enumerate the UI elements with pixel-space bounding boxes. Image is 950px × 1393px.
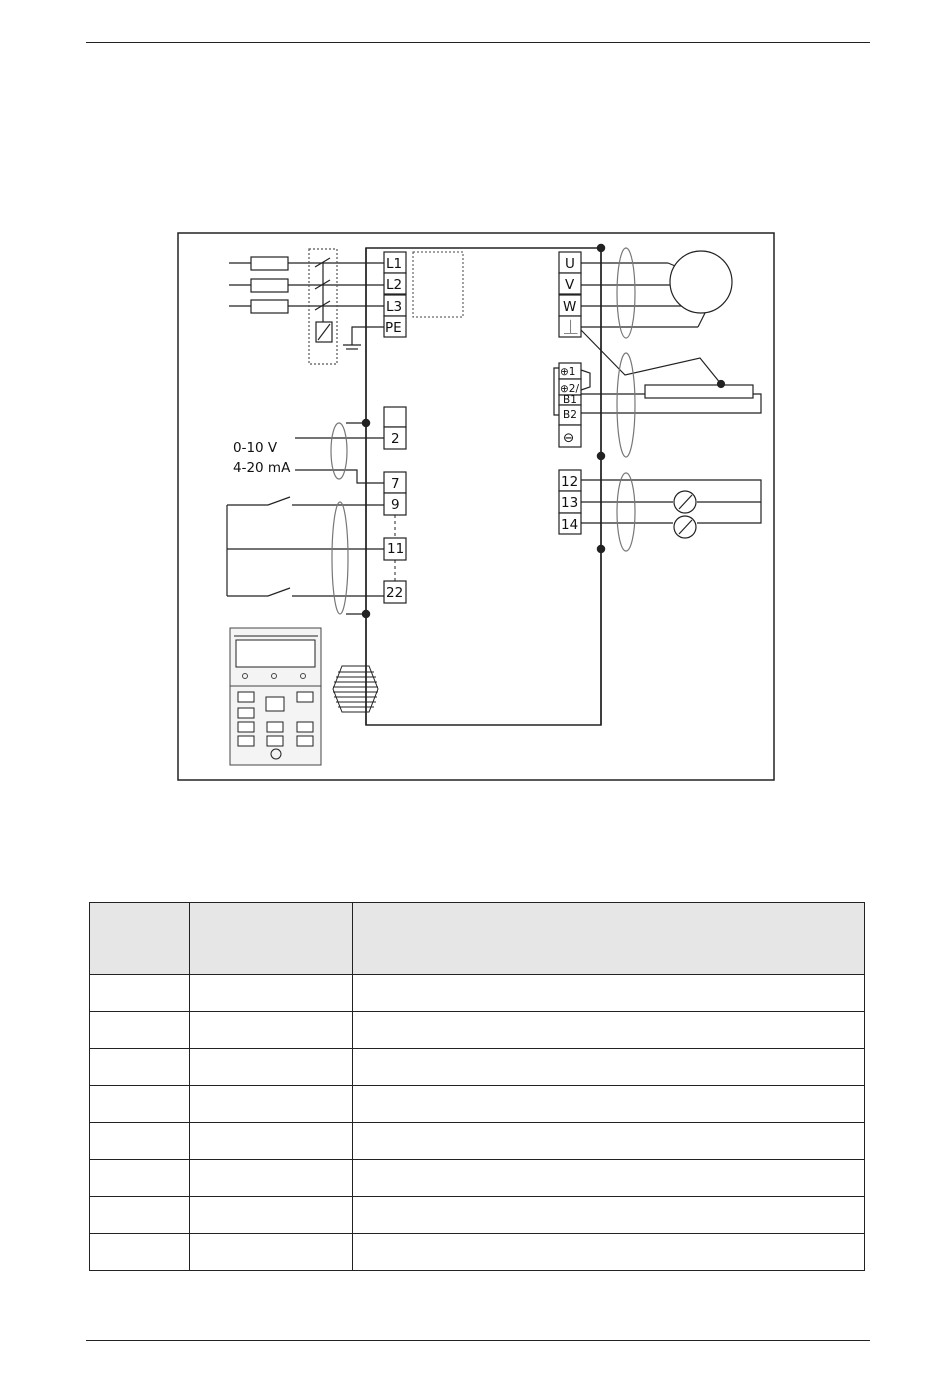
terminal-9: 9 xyxy=(391,497,400,513)
table-cell xyxy=(90,1086,190,1123)
table-cell xyxy=(353,1123,865,1160)
table-row xyxy=(90,1086,865,1123)
table-cell xyxy=(190,1123,353,1160)
table-cell xyxy=(190,1012,353,1049)
fuse-icon xyxy=(251,300,288,313)
meter-wiring xyxy=(581,473,761,551)
terminal-11: 11 xyxy=(387,541,405,557)
table-header-cell xyxy=(353,903,865,975)
keypad-key xyxy=(238,692,254,702)
table-cell xyxy=(190,1086,353,1123)
terminal-b2: B2 xyxy=(563,409,577,421)
control-terminal-block xyxy=(384,407,406,603)
heatsink-icon xyxy=(333,666,378,712)
motor-wiring xyxy=(581,248,732,384)
table-row xyxy=(90,1197,865,1234)
table-cell xyxy=(353,1197,865,1234)
table-cell xyxy=(190,1234,353,1271)
table-row xyxy=(90,1234,865,1271)
terminal-motor-ground: ⏊ xyxy=(564,320,578,336)
table-cell xyxy=(353,1012,865,1049)
table-row xyxy=(90,1123,865,1160)
keypad-key xyxy=(266,697,284,711)
table-cell xyxy=(190,1160,353,1197)
table-row xyxy=(90,1160,865,1197)
keypad-key xyxy=(238,708,254,718)
table-cell xyxy=(90,1197,190,1234)
keypad-key xyxy=(297,736,313,746)
terminal-12: 12 xyxy=(561,474,579,490)
brake-resistor-icon xyxy=(645,385,753,398)
table-header-row xyxy=(90,903,865,975)
table-cell xyxy=(190,975,353,1012)
fuse-icon xyxy=(251,279,288,292)
keypad-key xyxy=(267,736,283,746)
table-header-cell xyxy=(190,903,353,975)
table-row xyxy=(90,1012,865,1049)
analog-current-label: 4-20 mA xyxy=(233,460,291,476)
brake-resistor-wiring xyxy=(554,353,761,457)
table-cell xyxy=(190,1049,353,1086)
table-cell xyxy=(353,1086,865,1123)
terminal-13: 13 xyxy=(561,495,579,511)
table-cell xyxy=(90,1234,190,1271)
keypad-key xyxy=(238,722,254,732)
terminal-2: 2 xyxy=(391,431,400,447)
table-cell xyxy=(353,1160,865,1197)
terminal-pe: PE xyxy=(385,320,402,336)
terminal-14: 14 xyxy=(561,517,579,533)
fuse-icon xyxy=(251,257,288,270)
motor-terminal-block xyxy=(559,252,581,337)
footer-rule xyxy=(86,1340,870,1341)
keypad-display xyxy=(236,640,315,667)
table-cell xyxy=(190,1197,353,1234)
table-cell xyxy=(353,975,865,1012)
terminal-plus1: ⊕1 xyxy=(560,366,576,378)
terminal-u: U xyxy=(565,256,575,272)
keypad-key xyxy=(297,692,313,702)
terminal-l3: L3 xyxy=(386,299,403,315)
table-cell xyxy=(353,1049,865,1086)
option-module-slot xyxy=(413,252,463,317)
table-header-cell xyxy=(90,903,190,975)
analog-voltage-label: 0-10 V xyxy=(233,440,278,456)
brake-terminal-block xyxy=(559,363,581,447)
table-cell xyxy=(90,1049,190,1086)
table-row xyxy=(90,1049,865,1086)
table-row xyxy=(90,975,865,1012)
terminal-minus: ⊖ xyxy=(563,430,575,446)
terminal-v: V xyxy=(565,277,575,293)
terminal-22: 22 xyxy=(386,585,404,601)
terminal-description-table xyxy=(89,902,865,1271)
table-cell xyxy=(353,1234,865,1271)
keypad-key xyxy=(238,736,254,746)
table-cell xyxy=(90,1012,190,1049)
motor-icon xyxy=(670,251,732,313)
terminal-l2: L2 xyxy=(386,277,403,293)
table-cell xyxy=(90,1160,190,1197)
terminal-l1: L1 xyxy=(386,256,403,272)
terminal-plus2: ⊕2/ xyxy=(560,383,580,395)
keypad-panel xyxy=(230,628,321,765)
mains-terminal-block xyxy=(384,252,406,337)
table-cell xyxy=(90,1123,190,1160)
keypad-key xyxy=(267,722,283,732)
table-cell xyxy=(90,975,190,1012)
keypad-key xyxy=(297,722,313,732)
terminal-b1: B1 xyxy=(563,394,577,406)
cable-shield-icon xyxy=(617,248,635,338)
mains-supply xyxy=(229,249,384,364)
terminal-w: W xyxy=(563,299,577,315)
relay-terminal-block xyxy=(559,470,581,534)
terminal-7: 7 xyxy=(391,476,400,492)
